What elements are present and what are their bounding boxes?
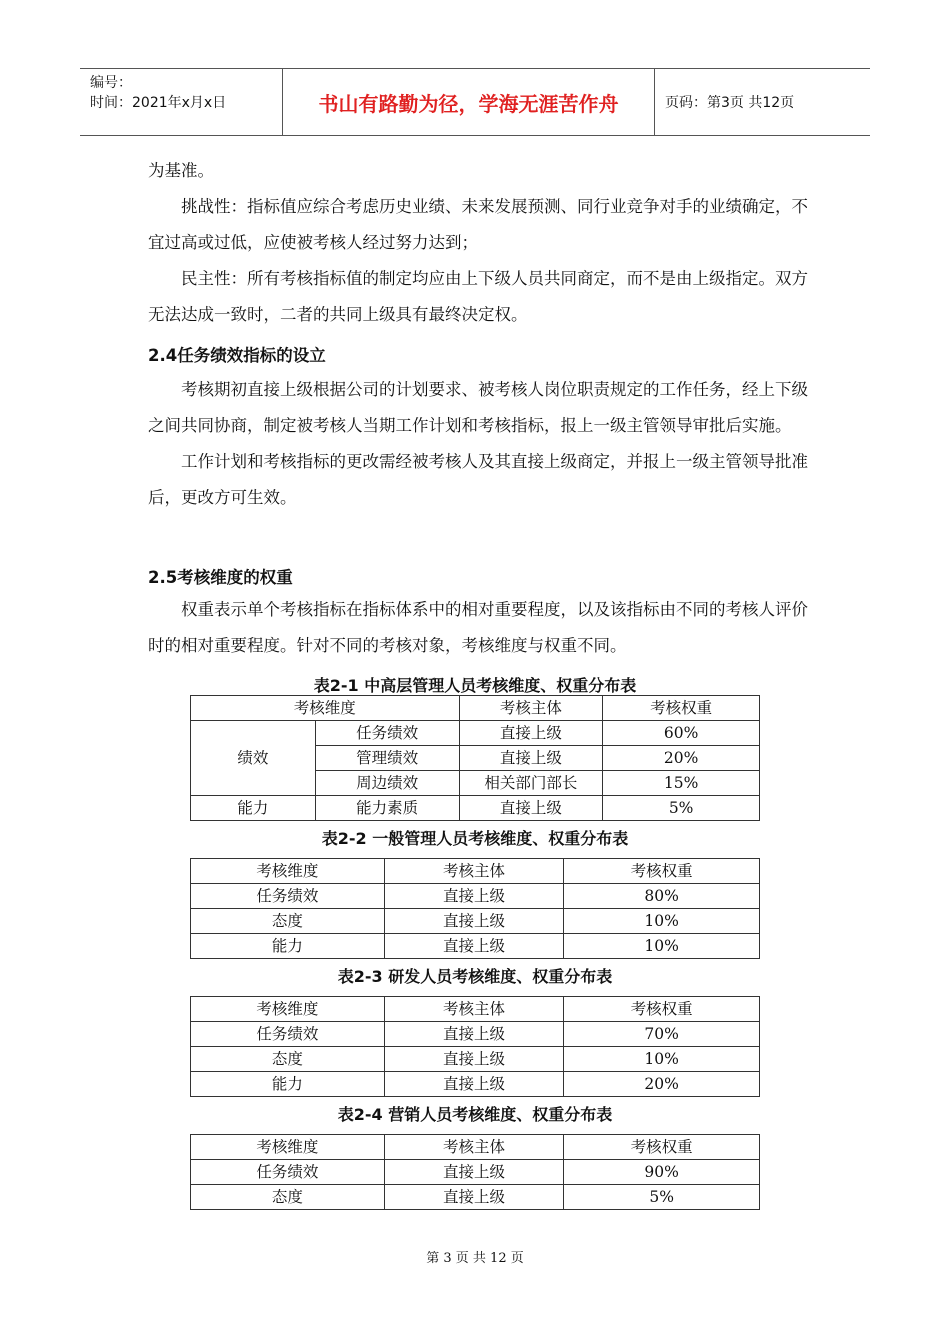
cell-dimension: 任务绩效: [191, 1160, 385, 1185]
cell-subject: 直接上级: [384, 1072, 564, 1097]
cell-dimension: 能力: [191, 1072, 385, 1097]
table-row: [191, 1072, 760, 1097]
cell-dimension: 能力素质: [315, 796, 459, 821]
cell-subject: 相关部门部长: [459, 771, 603, 796]
header-dimension: 考核维度: [191, 997, 385, 1022]
cell-dimension: 任务绩效: [191, 1022, 385, 1047]
header-weight: 考核权重: [564, 1135, 760, 1160]
cell-weight: 10%: [564, 909, 760, 934]
table-row: [191, 1022, 760, 1047]
cell-dimension: 任务绩效: [191, 884, 385, 909]
table-row: [191, 721, 760, 746]
table4-caption: 表2-4 营销人员考核维度、权重分布表: [337, 1105, 613, 1124]
motto-text: 书山有路勤为径，学海无涯苦作舟: [318, 91, 619, 116]
cell-dimension: 态度: [191, 909, 385, 934]
cell-dimension: 态度: [191, 1047, 385, 1072]
paragraph-weight: 权重表示单个考核指标在指标体系中的相对重要程度，以及该指标由不同的考核人评价时的相对重要程度。针对不同的考核对象，考核维度与权重不同。: [148, 600, 808, 655]
body-block-1: [148, 153, 808, 333]
body-block-3: [148, 592, 808, 664]
cell-subject: 直接上级: [459, 796, 603, 821]
cell-weight: 90%: [564, 1160, 760, 1185]
cell-weight: 20%: [564, 1072, 760, 1097]
cell-weight: 70%: [564, 1022, 760, 1047]
table2: [190, 858, 760, 959]
table-row: [191, 796, 760, 821]
cell-weight: 10%: [564, 934, 760, 959]
cell-subject: 直接上级: [384, 1185, 564, 1210]
cell-subject: 直接上级: [384, 1047, 564, 1072]
paragraph-plan-change: 工作计划和考核指标的更改需经被考核人及其直接上级商定，并报上一级主管领导批准后，更改方可生效。: [148, 452, 808, 507]
table-row: [191, 1047, 760, 1072]
table-row: [191, 1185, 760, 1210]
group-ability: 能力: [191, 796, 316, 821]
table-row: [191, 909, 760, 934]
header-subject: 考核主体: [384, 859, 564, 884]
table-row: [191, 1160, 760, 1185]
table-row: [191, 884, 760, 909]
cell-dimension: 周边绩效: [315, 771, 459, 796]
header-meta: [80, 69, 283, 135]
header-motto: [283, 69, 655, 135]
time-label: 时间：2021年x月x日: [90, 95, 227, 111]
header-weight: 考核权重: [564, 859, 760, 884]
cell-subject: 直接上级: [384, 1160, 564, 1185]
cell-weight: 80%: [564, 884, 760, 909]
cell-subject: 直接上级: [384, 934, 564, 959]
serial-label: 编号：: [90, 75, 132, 91]
header-page-code: 页码：第3页 共12页: [665, 95, 795, 111]
header-subject: 考核主体: [384, 997, 564, 1022]
cell-dimension: 态度: [191, 1185, 385, 1210]
group-performance: 绩效: [191, 721, 316, 796]
cell-weight: 60%: [603, 721, 760, 746]
cell-weight: 5%: [564, 1185, 760, 1210]
header-dimension: 考核维度: [191, 1135, 385, 1160]
cell-subject: 直接上级: [459, 746, 603, 771]
header-subject: 考核主体: [384, 1135, 564, 1160]
paragraph-democracy: 民主性：所有考核指标值的制定均应由上下级人员共同商定，而不是由上级指定。双方无法达成一致时，二者的共同上级具有最终决定权。: [148, 269, 808, 324]
page-header: [80, 68, 870, 136]
paragraph-challenge: 挑战性：指标值应综合考虑历史业绩、未来发展预测、同行业竞争对手的业绩确定，不宜过高或过低，应使被考核人经过努力达到；: [148, 197, 808, 252]
cell-weight: 5%: [603, 796, 760, 821]
page-footer: 第 3 页 共 12 页: [426, 1251, 524, 1266]
section-heading-2-4: 2.4任务绩效指标的设立: [148, 346, 326, 365]
cell-weight: 20%: [603, 746, 760, 771]
table-row: [191, 934, 760, 959]
table3-caption: 表2-3 研发人员考核维度、权重分布表: [337, 967, 613, 986]
header-weight: 考核权重: [564, 997, 760, 1022]
cell-dimension: 管理绩效: [315, 746, 459, 771]
header-subject: 考核主体: [459, 696, 603, 721]
paragraph-baseline: 为基准。: [148, 161, 214, 180]
table1: [190, 695, 760, 821]
cell-subject: 直接上级: [384, 1022, 564, 1047]
cell-subject: 直接上级: [459, 721, 603, 746]
cell-dimension: 能力: [191, 934, 385, 959]
table-header-row: [191, 859, 760, 884]
cell-dimension: 任务绩效: [315, 721, 459, 746]
table-header-row: [191, 696, 760, 721]
table-header-row: [191, 1135, 760, 1160]
cell-subject: 直接上级: [384, 909, 564, 934]
table4: [190, 1134, 760, 1210]
header-dimension: 考核维度: [191, 696, 460, 721]
cell-weight: 10%: [564, 1047, 760, 1072]
body-block-2: [148, 372, 808, 516]
table-header-row: [191, 997, 760, 1022]
cell-weight: 15%: [603, 771, 760, 796]
paragraph-task-setting: 考核期初直接上级根据公司的计划要求、被考核人岗位职责规定的工作任务，经上下级之间共同协商，制定被考核人当期工作计划和考核指标，报上一级主管领导审批后实施。: [148, 380, 808, 435]
table1-caption: 表2-1 中高层管理人员考核维度、权重分布表: [313, 676, 637, 695]
header-weight: 考核权重: [603, 696, 760, 721]
table3: [190, 996, 760, 1097]
table2-caption: 表2-2 一般管理人员考核维度、权重分布表: [321, 829, 629, 848]
cell-subject: 直接上级: [384, 884, 564, 909]
header-dimension: 考核维度: [191, 859, 385, 884]
section-heading-2-5: 2.5考核维度的权重: [148, 568, 293, 587]
